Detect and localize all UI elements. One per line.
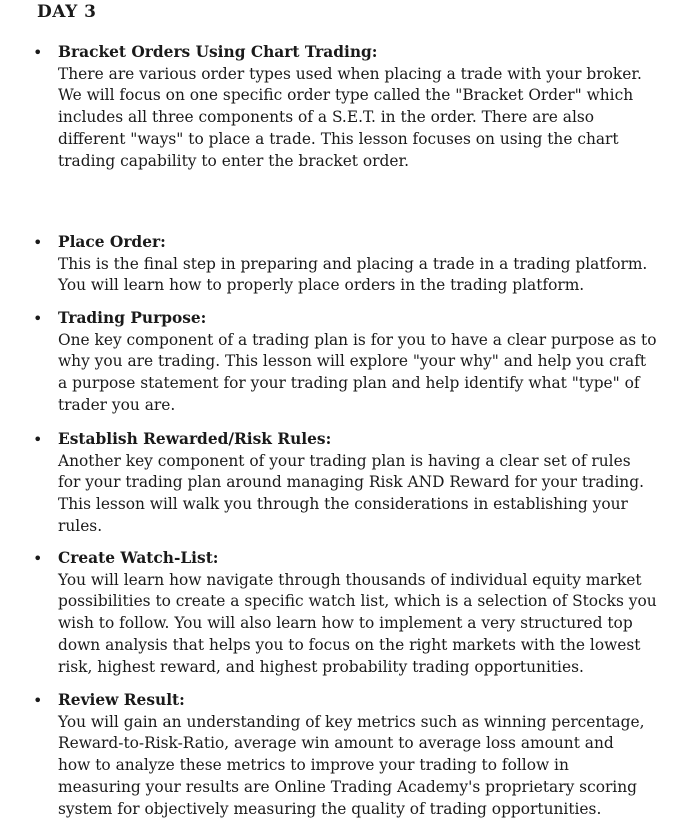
lesson-item-body bbox=[58, 548, 670, 678]
lesson-desc-line: Another key component of your trading plan is having a clear set of rules bbox=[58, 451, 631, 470]
day-heading: DAY 3 bbox=[37, 2, 97, 22]
bullet-icon: • bbox=[33, 549, 43, 568]
lesson-desc-line: system for objectively measuring the quality of trading opportunities. bbox=[58, 799, 602, 818]
lesson-desc-line: Reward-to-Risk-Ratio, average win amount to average loss amount and bbox=[58, 734, 614, 753]
lesson-desc-line: This lesson will walk you through the considerations in establishing your bbox=[58, 495, 628, 514]
lesson-desc-line: You will learn how to properly place orders in the trading platform. bbox=[58, 276, 585, 295]
lesson-desc-line: measuring your results are Online Trading Academy's proprietary scoring bbox=[58, 777, 637, 796]
lesson-title: Establish Rewarded/Risk Rules: bbox=[58, 430, 332, 448]
lesson-item-body bbox=[58, 308, 670, 417]
lesson-item-body bbox=[58, 232, 670, 297]
lesson-desc-line: down analysis that helps you to focus on the right markets with the lowest bbox=[58, 635, 641, 654]
bullet-icon: • bbox=[33, 233, 43, 252]
lesson-desc-line: possibilities to create a specific watch list, which is a selection of Stocks you bbox=[58, 592, 657, 611]
lesson-desc-line: why you are trading. This lesson will explore "your why" and help you craft bbox=[58, 352, 647, 371]
lesson-title: Bracket Orders Using Chart Trading: bbox=[58, 43, 378, 61]
bullet-icon: • bbox=[33, 430, 43, 449]
lesson-item-body bbox=[58, 429, 670, 538]
lesson-title: Review Result: bbox=[58, 691, 185, 709]
lesson-desc-line: rules. bbox=[58, 516, 103, 535]
lesson-title: Create Watch-List: bbox=[58, 549, 219, 567]
lesson-desc-line: trader you are. bbox=[58, 395, 176, 414]
lesson-desc-line: risk, highest reward, and highest probability trading opportunities. bbox=[58, 657, 584, 676]
lesson-desc-line: wish to follow. You will also learn how to implement a very structured top bbox=[58, 614, 633, 633]
lesson-desc-line: We will focus on one specific order type called the "Bracket Order" which bbox=[58, 86, 634, 105]
lesson-title: Place Order: bbox=[58, 233, 166, 251]
bullet-icon: • bbox=[33, 691, 43, 710]
lesson-desc-line: how to analyze these metrics to improve your trading to follow in bbox=[58, 756, 569, 775]
bullet-icon: • bbox=[33, 309, 43, 328]
lesson-desc-line: You will gain an understanding of key metrics such as winning percentage, bbox=[58, 712, 645, 731]
lesson-desc-line: There are various order types used when placing a trade with your broker. bbox=[58, 64, 642, 83]
bullet-icon: • bbox=[33, 43, 43, 62]
lesson-desc-line: You will learn how navigate through thousands of individual equity market bbox=[58, 570, 642, 589]
lesson-desc-line: a purpose statement for your trading plan and help identify what "type" of bbox=[58, 374, 640, 393]
lesson-title: Trading Purpose: bbox=[58, 309, 207, 327]
lesson-desc-line: different "ways" to place a trade. This lesson focuses on using the chart bbox=[58, 129, 619, 148]
lesson-desc-line: trading capability to enter the bracket order. bbox=[58, 151, 410, 170]
lesson-desc-line: This is the final step in preparing and placing a trade in a trading platform. bbox=[58, 254, 648, 273]
lesson-desc-line: for your trading plan around managing Risk AND Reward for your trading. bbox=[58, 473, 644, 492]
lesson-item-body bbox=[58, 690, 670, 820]
lesson-desc-line: One key component of a trading plan is for you to have a clear purpose as to bbox=[58, 330, 657, 349]
lesson-desc-line: includes all three components of a S.E.T. in the order. There are also bbox=[58, 108, 595, 127]
lesson-item-body bbox=[58, 42, 670, 172]
